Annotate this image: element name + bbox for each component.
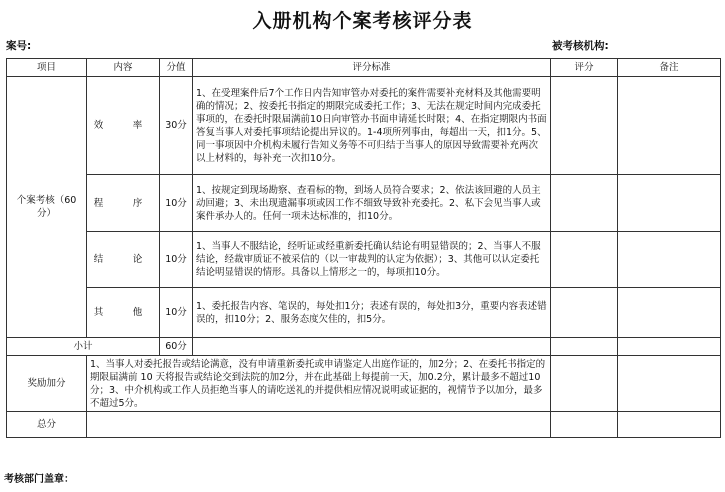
subtotal-label: 小计 <box>7 338 160 356</box>
header-remarks: 备注 <box>618 59 721 77</box>
header-row <box>7 59 721 77</box>
bonus-remarks-cell[interactable] <box>618 356 721 412</box>
row-points: 30分 <box>160 77 193 175</box>
row-points: 10分 <box>160 175 193 232</box>
score-cell[interactable] <box>551 175 618 232</box>
scoring-table <box>6 58 721 438</box>
section-label: 个案考核（60分） <box>7 77 87 338</box>
subtotal-score-cell[interactable] <box>551 338 618 356</box>
header-score: 评分 <box>551 59 618 77</box>
table-row <box>7 175 721 232</box>
remarks-cell[interactable] <box>618 232 721 288</box>
case-number-label: 案号: <box>6 40 32 52</box>
row-content: 程 序 <box>87 175 160 232</box>
score-cell[interactable] <box>551 288 618 338</box>
header-score-value: 分值 <box>160 59 193 77</box>
row-criteria: 1、在受理案件后7个工作日内告知审管办对委托的案件需要补充材料及其他需要明确的情况；2、按委托书指定的期限完成委托工作；3、无法在规定时间内完成委托事项的，在委托时限届满前10日向审管办书面申请延长时限；4、在指定期限内书面答复当事人对委托事项结论提出异议的。1-4项所列事由，每超出一天，扣1分。5、同一事项因中介机构未履行告知义务等不可归结于当事人的原因导致需要补充两次以上材料的，每补充一次扣10分。 <box>193 77 551 175</box>
bonus-row <box>7 356 721 412</box>
remarks-cell[interactable] <box>618 77 721 175</box>
subtotal-row <box>7 338 721 356</box>
table-row <box>7 77 721 175</box>
score-cell[interactable] <box>551 232 618 288</box>
page-title: 入册机构个案考核评分表 <box>252 10 473 32</box>
table-row <box>7 288 721 338</box>
header-content: 内容 <box>87 59 160 77</box>
table-row <box>7 232 721 288</box>
row-content: 效 率 <box>87 77 160 175</box>
row-criteria: 1、当事人不服结论，经听证或经重新委托确认结论有明显错误的；2、当事人不服结论，经裁审质证不被采信的（以一审裁判的认定为依据）；3、其他可以认定委托结论明显错误的情形。具备以上情形之一的，每项扣10分。 <box>193 232 551 288</box>
score-cell[interactable] <box>551 77 618 175</box>
total-row <box>7 412 721 438</box>
bonus-criteria: 1、当事人对委托报告或结论满意，没有申请重新委托或申请鉴定人出庭作证的，加2分；2、在委托书指定的期限届满前 10 天将报告或结论交到法院的加2分，并在此基础上每提前一天，加0.2分，累计最多不超过10分；3、中介机构或工作人员拒绝当事人的请吃送礼的并提供相应情况说明或证据的，视情节予以加分，最多不超过5分。 <box>87 356 551 412</box>
department-stamp-label: 考核部门盖章： <box>4 474 74 485</box>
subtotal-remarks-cell[interactable] <box>618 338 721 356</box>
remarks-cell[interactable] <box>618 288 721 338</box>
remarks-cell[interactable] <box>618 175 721 232</box>
row-content: 结 论 <box>87 232 160 288</box>
row-criteria: 1、按规定到现场勘察、查看标的物，到场人员符合要求；2、依法该回避的人员主动回避；3、未出现遗漏事项或因工作不细致导致补充委托。2、私下会见当事人或案件承办人的。任何一项未达标准的，扣10分。 <box>193 175 551 232</box>
header-item: 项目 <box>7 59 87 77</box>
row-criteria: 1、委托报告内容、笔误的，每处扣1分；表述有误的，每处扣3分，重要内容表述错误的，扣10分；2、服务态度欠佳的，扣5分。 <box>193 288 551 338</box>
bonus-score-cell[interactable] <box>551 356 618 412</box>
assessed-org-label: 被考核机构: <box>552 40 609 52</box>
total-score-cell[interactable] <box>551 412 618 438</box>
row-points: 10分 <box>160 232 193 288</box>
row-content: 其 他 <box>87 288 160 338</box>
header-criteria: 评分标准 <box>193 59 551 77</box>
subtotal-points: 60分 <box>160 338 193 356</box>
bonus-label: 奖励加分 <box>7 356 87 412</box>
total-label: 总分 <box>7 412 87 438</box>
row-points: 10分 <box>160 288 193 338</box>
total-remarks-cell[interactable] <box>618 412 721 438</box>
